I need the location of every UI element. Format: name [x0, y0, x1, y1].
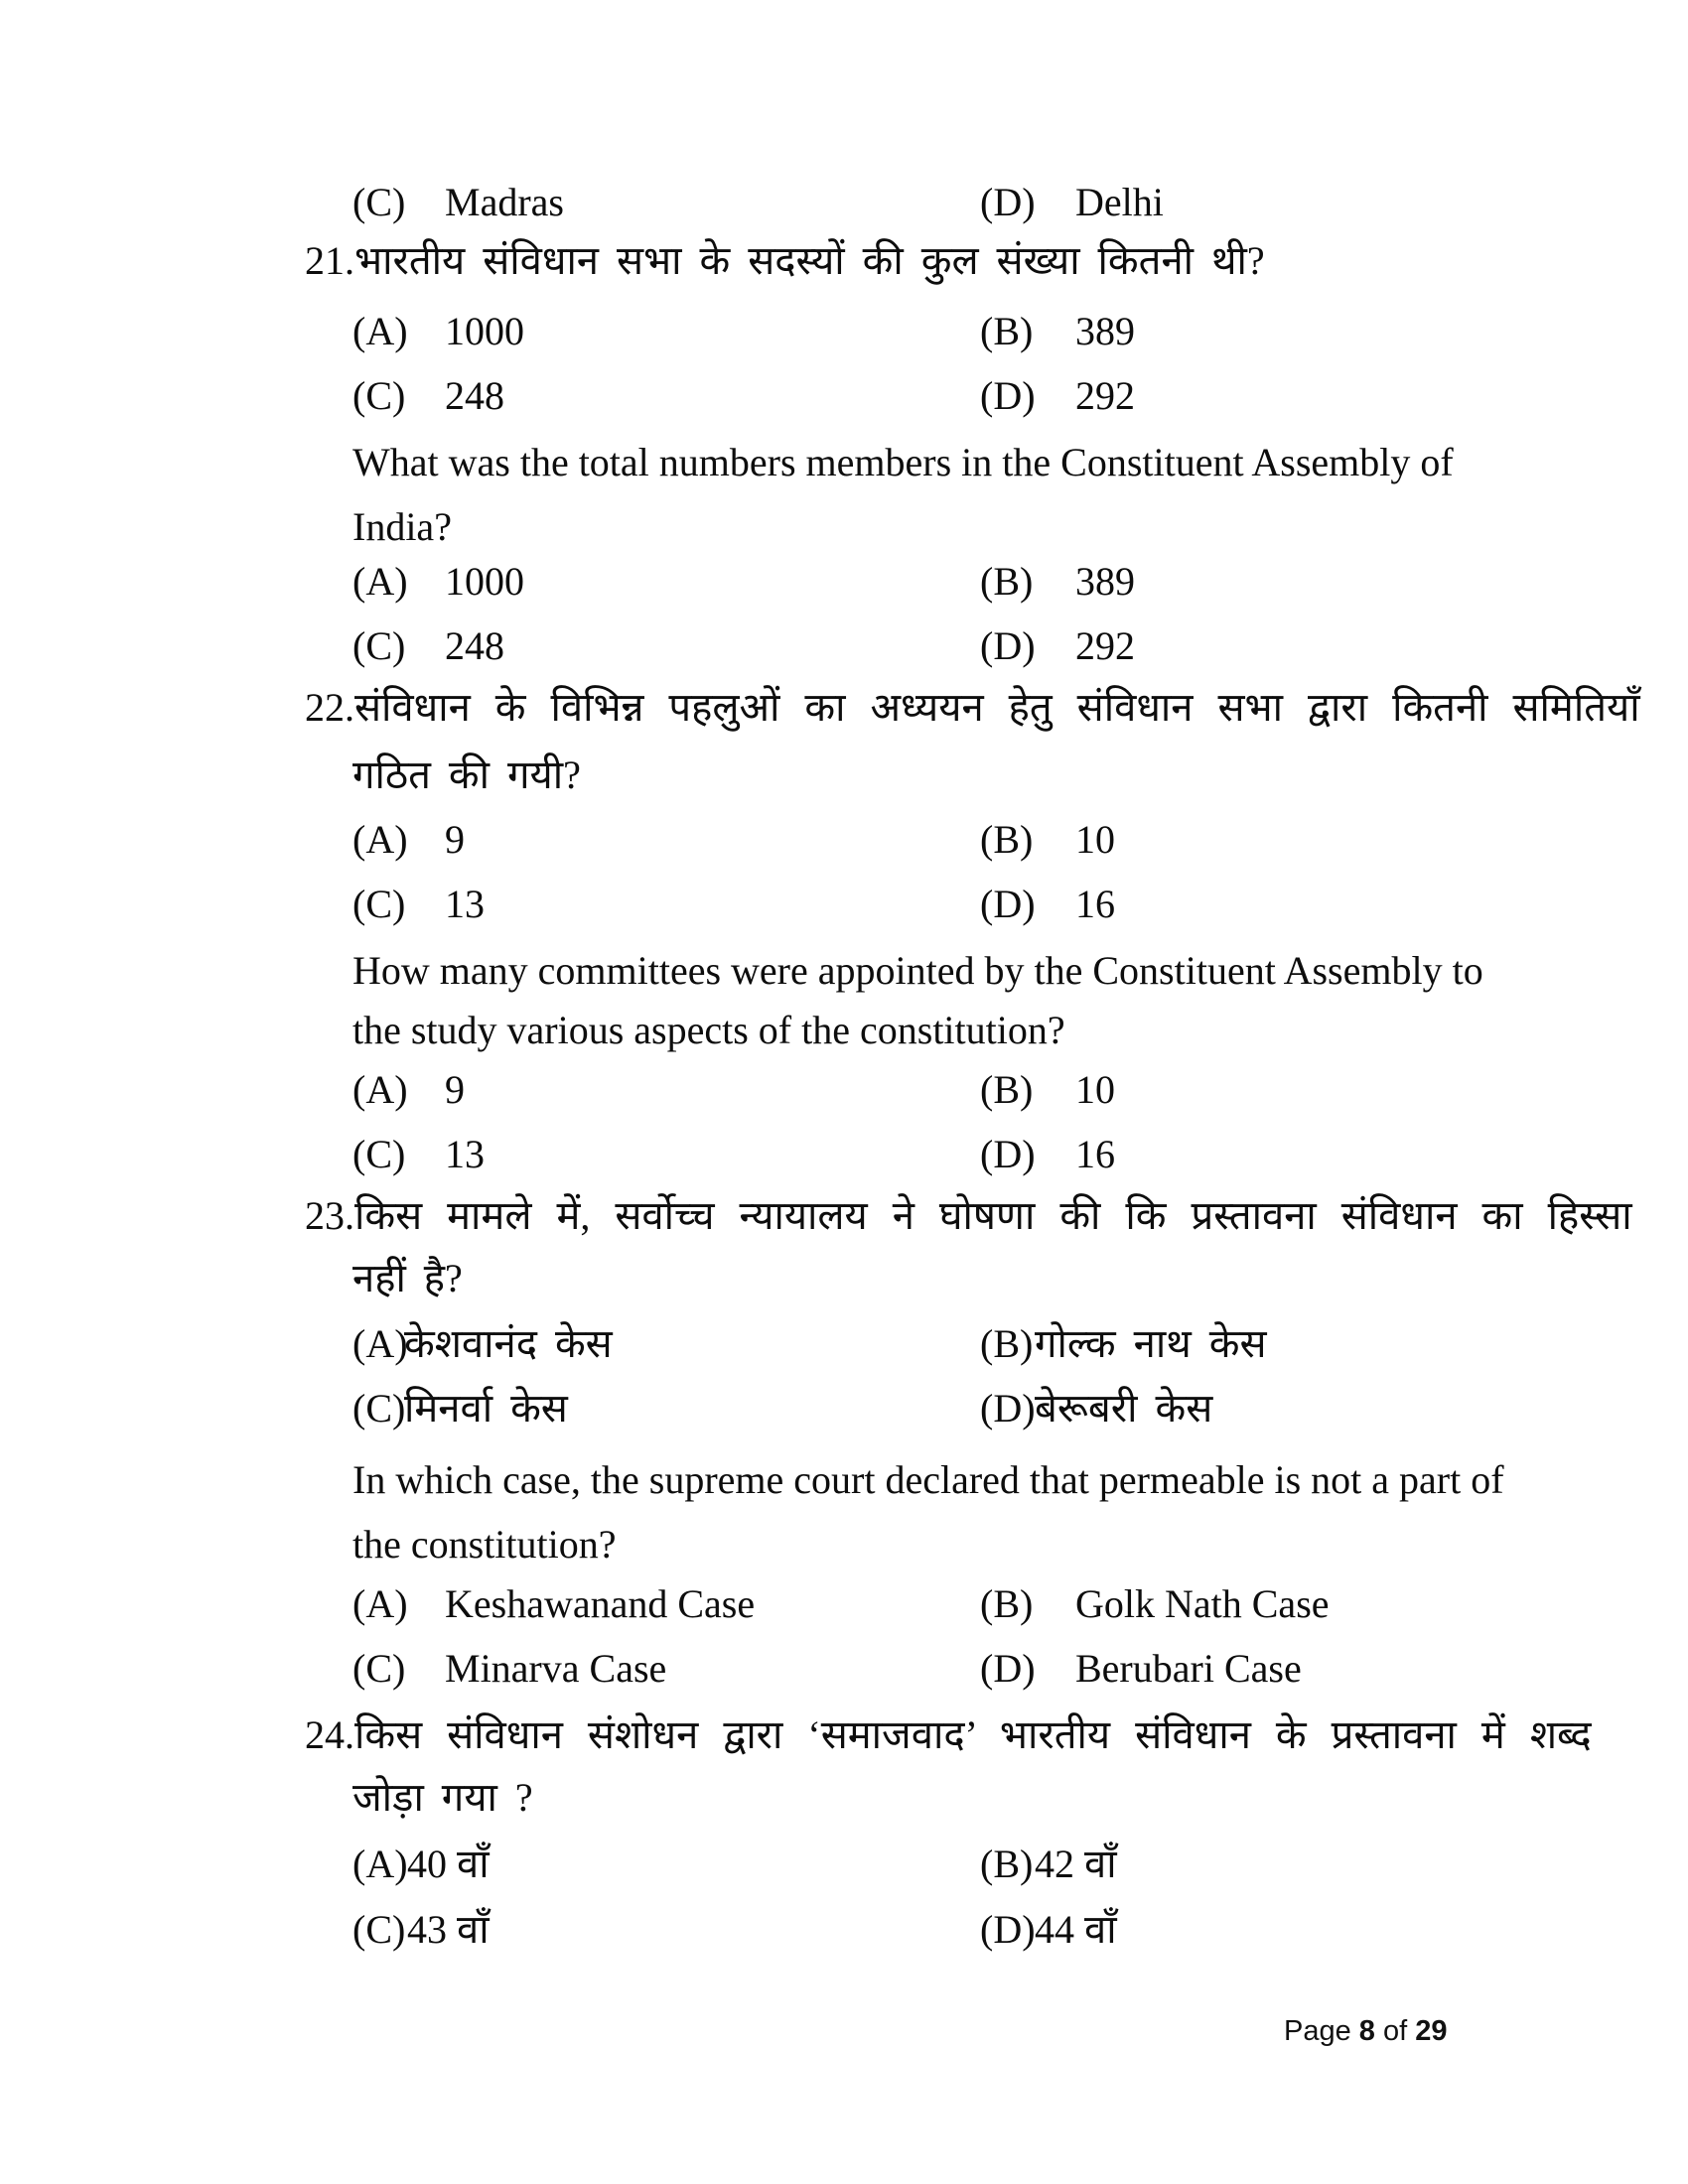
question-22-number: 22.	[305, 685, 354, 730]
question-23-english-text-2: the constitution?	[352, 1522, 617, 1567]
option-value: Golk Nath Case	[1075, 1581, 1330, 1626]
question-23-options-hi-row-1	[0, 1321, 1688, 1377]
option-letter-d: (D)	[980, 373, 1036, 418]
option-value: 248	[445, 373, 504, 418]
option-value: 40 वाँ	[407, 1842, 490, 1886]
question-23-options-hi-row-2	[0, 1386, 1688, 1441]
option-letter-d: (D)	[980, 623, 1036, 668]
question-22-hindi-line-2	[0, 752, 1688, 808]
option-letter-b: (B)	[980, 559, 1034, 604]
question-22-options-hi-row-2	[0, 882, 1688, 937]
question-23-hindi-line-1	[0, 1193, 1688, 1249]
option-letter-b: (B)	[980, 817, 1034, 862]
question-23-options-en-row-2	[0, 1646, 1688, 1702]
question-23-english-line-2	[0, 1522, 1688, 1577]
option-value: 292	[1075, 373, 1135, 418]
option-letter-c: (C)	[352, 1907, 406, 1952]
footer-of-word: of	[1383, 2015, 1408, 2047]
option-value: 9	[445, 817, 465, 862]
question-22-options-en-row-2	[0, 1132, 1688, 1187]
option-letter-b: (B)	[980, 1321, 1034, 1366]
option-value: 42 वाँ	[1035, 1842, 1117, 1886]
option-value: 16	[1075, 882, 1115, 926]
option-letter-d: (D)	[980, 1907, 1036, 1952]
option-value-delhi: Delhi	[1075, 180, 1164, 224]
footer-page-word: Page	[1284, 2015, 1351, 2047]
option-letter-d: (D)	[980, 180, 1036, 224]
question-22-english-text-2: the study various aspects of the constitution?	[352, 1008, 1065, 1052]
option-letter-c: (C)	[352, 373, 406, 418]
question-22-hindi-text-2: गठित की गयी?	[352, 752, 581, 797]
question-22-options-hi-row-1	[0, 817, 1688, 873]
option-letter-c: (C)	[352, 1132, 406, 1176]
option-value: Minarva Case	[445, 1646, 667, 1691]
question-23-english-line-1	[0, 1457, 1688, 1513]
question-23-hindi-line-2	[0, 1256, 1688, 1311]
question-24-options-row-1	[0, 1842, 1688, 1897]
question-22-hindi-text-1: संविधान के विभिन्न पहलुओं का अध्ययन हेतु संविधान सभा द्वारा कितनी समितियाँ	[354, 685, 1640, 730]
option-value: Berubari Case	[1075, 1646, 1302, 1691]
question-21-options-hi-row-1	[0, 309, 1688, 364]
option-letter-a: (A)	[352, 1581, 408, 1626]
question-21-hindi-text: भारतीय संविधान सभा के सदस्यों की कुल संख्या कितनी थी?	[354, 238, 1265, 283]
option-value: 389	[1075, 559, 1135, 604]
question-23-number: 23.	[305, 1193, 354, 1238]
question-22-english-line-2	[0, 1008, 1688, 1063]
option-value: 1000	[445, 559, 524, 604]
option-value: 16	[1075, 1132, 1115, 1176]
option-value: 13	[445, 882, 485, 926]
option-letter-b: (B)	[980, 1581, 1034, 1626]
question-20-options-row-2	[0, 180, 1688, 235]
option-letter-c: (C)	[352, 1386, 406, 1431]
option-letter-c: (C)	[352, 623, 406, 668]
question-21-english-text-1: What was the total numbers members in the Constituent Assembly of	[352, 440, 1454, 484]
question-24-hindi-text-2: जोड़ा गया ?	[352, 1775, 533, 1820]
option-letter-d: (D)	[980, 882, 1036, 926]
option-value: 9	[445, 1067, 465, 1112]
page-footer	[1284, 2015, 1448, 2048]
question-23-english-text-1: In which case, the supreme court declared that permeable is not a part of	[352, 1457, 1504, 1502]
option-value: बेरूबरी केस	[1035, 1386, 1213, 1431]
option-letter-b: (B)	[980, 1067, 1034, 1112]
question-21-options-en-row-2	[0, 623, 1688, 679]
option-value: केशवानंद केस	[404, 1321, 613, 1366]
question-21-english-line-1	[0, 440, 1688, 495]
option-letter-d: (D)	[980, 1646, 1036, 1691]
option-value: Keshawanand Case	[445, 1581, 756, 1626]
option-value: गोल्क नाथ केस	[1035, 1321, 1267, 1366]
footer-current-page: 8	[1358, 2015, 1375, 2047]
question-23-hindi-text-1: किस मामले में, सर्वोच्च न्यायालय ने घोषणा की कि प्रस्तावना संविधान का हिस्सा	[354, 1193, 1632, 1238]
option-value: 43 वाँ	[407, 1907, 490, 1952]
question-22-english-line-1	[0, 948, 1688, 1004]
option-letter-c: (C)	[352, 882, 406, 926]
question-22-options-en-row-1	[0, 1067, 1688, 1123]
option-value: 292	[1075, 623, 1135, 668]
option-letter-c: (C)	[352, 180, 406, 224]
question-23-hindi-text-2: नहीं है?	[352, 1256, 463, 1300]
option-value: 389	[1075, 309, 1135, 353]
option-value: 10	[1075, 817, 1115, 862]
question-21-hindi	[0, 238, 1688, 294]
option-value: 248	[445, 623, 504, 668]
option-letter-a: (A)	[352, 1067, 408, 1112]
option-letter-a: (A)	[352, 559, 408, 604]
option-letter-a: (A)	[352, 1842, 408, 1886]
question-24-hindi-line-1	[0, 1712, 1688, 1768]
question-24-options-row-2	[0, 1907, 1688, 1963]
footer-total-pages: 29	[1415, 2015, 1448, 2047]
question-22-hindi-line-1	[0, 685, 1688, 741]
option-letter-a: (A)	[352, 817, 408, 862]
question-23-options-en-row-1	[0, 1581, 1688, 1637]
option-letter-a: (A)	[352, 309, 408, 353]
option-letter-a: (A)	[352, 1321, 408, 1366]
option-value-madras: Madras	[445, 180, 564, 224]
question-21-english-text-2: India?	[352, 504, 452, 549]
option-letter-c: (C)	[352, 1646, 406, 1691]
question-21-options-hi-row-2	[0, 373, 1688, 429]
question-24-number: 24.	[305, 1712, 354, 1757]
question-21-english-line-2	[0, 504, 1688, 560]
question-21-number: 21.	[305, 238, 354, 283]
option-value: 44 वाँ	[1035, 1907, 1117, 1952]
question-21-options-en-row-1	[0, 559, 1688, 614]
option-letter-d: (D)	[980, 1386, 1036, 1431]
question-22-english-text-1: How many committees were appointed by the Constituent Assembly to	[352, 948, 1483, 993]
option-value: 10	[1075, 1067, 1115, 1112]
option-value: 13	[445, 1132, 485, 1176]
option-value: मिनर्वा केस	[404, 1386, 568, 1431]
question-24-hindi-text-1: किस संविधान संशोधन द्वारा ‘समाजवाद’ भारतीय संविधान के प्रस्तावना में शब्द	[354, 1712, 1592, 1757]
question-24-hindi-line-2	[0, 1775, 1688, 1831]
option-letter-b: (B)	[980, 309, 1034, 353]
option-letter-d: (D)	[980, 1132, 1036, 1176]
option-letter-b: (B)	[980, 1842, 1034, 1886]
option-value: 1000	[445, 309, 524, 353]
